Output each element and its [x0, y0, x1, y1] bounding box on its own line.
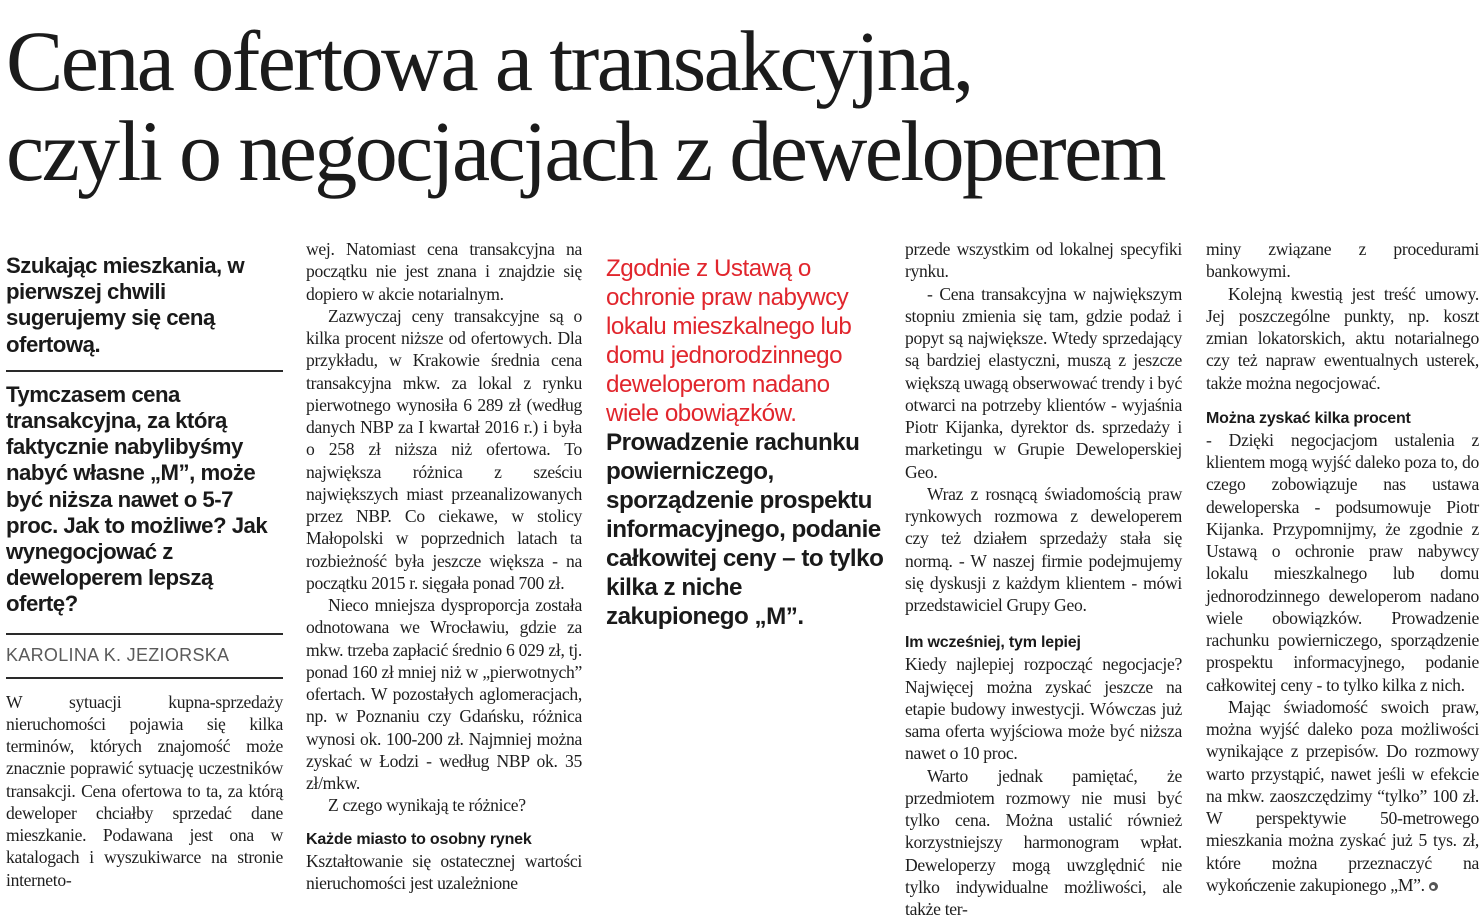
paragraph: przede wszystkim od lokalnej specyfiki rynku. — [905, 238, 1182, 283]
author-byline: KAROLINA K. JEZIORSKA — [6, 645, 283, 666]
paragraph: Kształtowanie się ostatecznej wartości nieruchomości jest uzależnione — [306, 850, 582, 895]
paragraph: Wraz z rosnącą świadomością praw rynkowych rozmowa z deweloperem czy też działem sprzedaży stała się normą. - W naszej firmie podejmujemy się dyskusji z każdym klientem - mówi przedstawiciel Grupy Geo. — [905, 483, 1182, 617]
paragraph: - Cena transakcyjna w największym stopniu zmienia się tam, gdzie podaż i popyt są największe. Wtedy sprzedający są bardziej elastyczni, muszą z jeszcze większą uwagą obserwować trendy i być otwarci na potrzeby klientów - wyjaśnia Piotr Kijanka, dyrektor ds. sprzedaży i marketingu w Grupie Deweloperskiej Geo. — [905, 283, 1182, 483]
column-lead — [6, 253, 283, 891]
byline-divider — [6, 633, 283, 635]
pull-quote-red: Zgodnie z Ustawą o ochronie praw nabywcy lokalu mieszkalnego lub domu jednorodzinnego deweloperom nadano wiele obowiązków. — [606, 255, 851, 427]
paragraph: W sytuacji kupna-sprzedaży nieruchomości pojawia się kilka terminów, których znajomość może znacznie poprawić sytuację uczestników transakcji. Cena ofertowa to ta, za którą deweloper chciałby sprzedać dane mieszkanie. Podawana jest ona w katalogach i wyszukiwarce na stronie interneto- — [6, 691, 283, 891]
headline-line-1: Cena ofertowa a transakcyjna, — [6, 16, 1476, 106]
end-of-article-icon — [1429, 882, 1438, 891]
paragraph: Nieco mniejsza dysproporcja została odnotowana we Wrocławiu, gdzie za mkw. trzeba zapłacić średnio 6 029 zł, tj. ponad 160 zł mniej niż w „pierwotnych” ofertach. W pozostałych aglomeracjach, np. w Poznaniu czy Gdańsku, różnica wynosi ok. 100-200 zł. Najmniej można zyskać w Łodzi - według NBP ok. 35 zł/mkw. — [306, 594, 582, 794]
lead-part-1: Szukając mieszkania, w pierwszej chwili sugerujemy się ceną ofertową. — [6, 253, 283, 358]
pull-quote-black: Prowadzenie rachunku powierniczego, sporządzenie prospektu informacyjnego, podanie całkowitej ceny – to tylko kilka z niche zakupionego „M”. — [606, 429, 883, 630]
article-headline — [6, 16, 1476, 196]
pull-quote — [606, 254, 886, 631]
paragraph: wej. Natomiast cena transakcyjna na początku nie jest znana i znajdzie się dopiero w akcie notarialnym. — [306, 238, 582, 305]
paragraph: - Dzięki negocjacjom ustalenia z klientem mogą wyjść daleko poza to, do czego zobowiązuje nas ustawa deweloperska - podsumowuje Piotr Kijanka. Przypomnijmy, że zgodnie z Ustawą o ochronie praw nabywcy lokalu mieszkalnego lub domu jednorodzinnego deweloperom nadano wiele obowiązków. Prowadzenie rachunku powierniczego, sporządzenie prospektu informacyjnego, podanie całkowitej ceny - to tylko kilka z nich. — [1206, 429, 1479, 696]
column-2 — [306, 238, 582, 894]
paragraph: Warto jednak pamiętać, że przedmiotem rozmowy nie musi być tylko cena. Można ustalić również korzystniejszy harmonogram wpłat. Deweloperzy mogą uwzględnić nie tylko indywidualne możliwości, ale także ter- — [905, 765, 1182, 920]
paragraph — [1206, 696, 1479, 896]
subheading: Każde miasto to osobny rynek — [306, 830, 582, 850]
paragraph: Kolejną kwestią jest treść umowy. Jej poszczególne punkty, np. koszt zmian lokatorskich, aktu notarialnego czy też napraw ewentualnych usterek, także można negocjować. — [1206, 283, 1479, 394]
column-4 — [905, 238, 1182, 920]
column-5 — [1206, 238, 1479, 896]
headline-line-2: czyli o negocjacjach z deweloperem — [6, 106, 1476, 196]
body-divider — [6, 677, 283, 679]
paragraph: miny związane z procedurami bankowymi. — [1206, 238, 1479, 283]
paragraph-text: Mając świadomość swoich praw, można wyjść daleko poza możliwości wynikające z przepisów. Do rozmowy warto przystąpić, nawet jeśli w efekcie na mkw. zaoszczędzimy “tylko” 100 zł. W perspektywie 50-metrowego mieszkania można zyskać już 5 tys. zł, które można przeznaczyć na wykończenie zakupionego „M”. — [1206, 697, 1479, 895]
paragraph: Z czego wynikają te różnice? — [306, 794, 582, 816]
paragraph: Kiedy najlepiej rozpocząć negocjacje? Najwięcej można zyskać jeszcze na etapie budowy inwestycji. Wówczas już sama oferta wyjściowa może być niższa nawet o 10 proc. — [905, 653, 1182, 764]
subheading: Można zyskać kilka procent — [1206, 409, 1479, 429]
column-1-body — [6, 691, 283, 891]
subheading: Im wcześniej, tym lepiej — [905, 633, 1182, 653]
lead-part-2: Tymczasem cena transakcyjna, za którą faktycznie nabylibyśmy nabyć własne „M”, może być niższa nawet o 5-7 proc. Jak to możliwe? Jak wynegocjować z deweloperem lepszą ofertę? — [6, 382, 283, 618]
paragraph: Zazwyczaj ceny transakcyjne są o kilka procent niższe od ofertowych. Dla przykładu, w Krakowie średnia cena transakcyjna mkw. za lokal z rynku pierwotnego wynosiła 6 289 zł (według danych NBP za I kwartał 2016 r.) i była o 258 zł niższa niż ofertowa. To największa różnica z sześciu największych miast przeanalizowanych przez NBP. Co ciekawe, w stolicy Małopolski w poprzednich latach ta rozbieżność była jeszcze większa - na początku 2015 r. sięgała ponad 700 zł. — [306, 305, 582, 594]
lead-divider — [6, 370, 283, 372]
